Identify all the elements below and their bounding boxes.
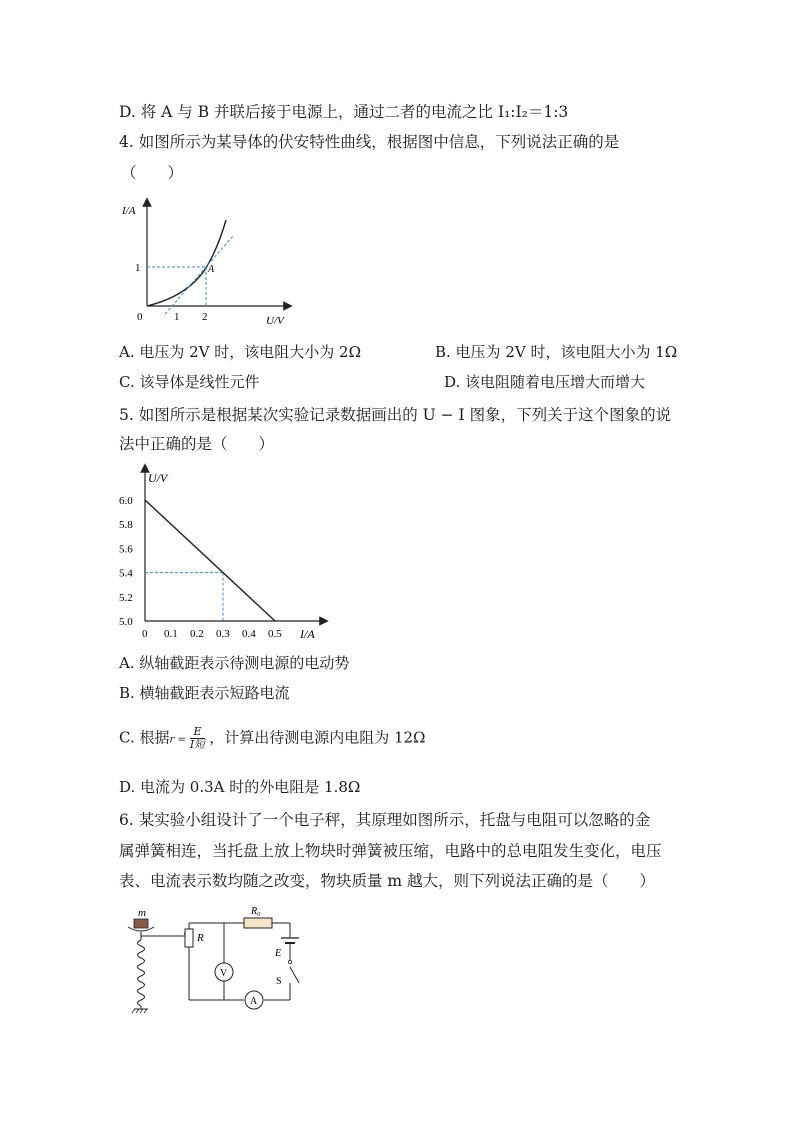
- q5-option-d: D. 电流为 0.3A 时的外电阻是 1.8Ω: [119, 778, 361, 796]
- q5-option-b: B. 横轴截距表示短路电流: [119, 684, 290, 702]
- q5-xtick-label: 0.5: [268, 628, 282, 640]
- q4-option-a: A. 电压为 2V 时，该电阻大小为 2Ω: [119, 343, 362, 361]
- q6-emf-label: E: [275, 948, 282, 959]
- q5-ytick-label: 5.8: [119, 519, 133, 532]
- q5-ytick-label: 5.6: [119, 543, 133, 556]
- q5-option-c-suffix: ，计算出待测电源内电阻为 12Ω: [209, 728, 426, 747]
- q3-option-d: D. 将 A 与 B 并联后接于电源上，通过二者的电流之比 I₁:I₂＝1:3: [119, 103, 569, 121]
- q4-stem: 4. 如图所示为某导体的伏安特性曲线，根据图中信息，下列说法正确的是: [119, 133, 620, 151]
- q6-stem-line2: 属弹簧相连，当托盘上放上物块时弹簧被压缩，电路中的总电阻发生变化，电压: [119, 842, 662, 860]
- q5-stem-line2: 法中正确的是（ ）: [119, 435, 275, 453]
- q5-formula-num: E: [190, 726, 205, 739]
- q6-voltmeter-label: V: [220, 968, 228, 979]
- q5-xtick-label: 0.2: [190, 628, 204, 640]
- q5-xlabel: I/A: [300, 627, 315, 641]
- q5-series-line: [145, 500, 275, 621]
- q6-rheostat-R: [185, 929, 193, 947]
- q4-ytick-1: 1: [135, 262, 141, 274]
- q5-ytick-label: 5.0: [119, 616, 133, 628]
- q5-formula-fraction: [190, 726, 205, 751]
- q5-xtick-label: 0.3: [216, 628, 230, 640]
- q6-mass-label: m: [138, 907, 146, 919]
- q5-option-c-prefix: C. 根据: [119, 728, 170, 747]
- q6-switch-label: S: [276, 976, 282, 987]
- q5-xtick-label: 0.1: [164, 628, 178, 640]
- q6-R-label: R: [197, 932, 204, 944]
- q6-R0-label: R₀: [251, 906, 261, 917]
- q6-circuit-figure: [118, 905, 318, 1015]
- q6-switch-contact: [288, 960, 291, 963]
- q4-iv-figure: [118, 196, 298, 336]
- q4-xlabel: U/V: [266, 315, 284, 327]
- q4-xtick-2: 2: [202, 311, 208, 323]
- q4-option-c: C. 该导体是线性元件: [119, 373, 260, 391]
- q5-option-c: [119, 726, 425, 752]
- q5-xtick-label: 0: [142, 628, 148, 640]
- q5-formula-den: I短: [189, 738, 206, 751]
- q4-curve: [147, 220, 226, 306]
- q4-answer-paren: （ ）: [121, 164, 184, 182]
- q4-ylabel: I/A: [122, 205, 136, 217]
- q5-ui-chart: [116, 462, 331, 642]
- q6-stem-line1: 6. 某实验小组设计了一个电子秤，其原理如图所示，托盘与电阻可以忽略的金: [119, 811, 651, 829]
- q6-switch: [290, 967, 299, 983]
- q6-stem-line3: 表、电流表示数均随之改变，物块质量 m 越大，则下列说法正确的是（ ）: [119, 872, 656, 890]
- q6-ammeter-label: A: [250, 996, 258, 1007]
- q6-resistor-R0: [244, 918, 272, 928]
- q4-option-d: D. 该电阻随着电压增大而增大: [444, 373, 646, 391]
- q4-origin: 0: [137, 311, 143, 323]
- q6-spring: [138, 940, 145, 1006]
- q5-ytick-label: 6.0: [119, 495, 133, 507]
- q4-point-a: A: [208, 264, 215, 275]
- q5-xtick-label: 0.4: [242, 628, 256, 640]
- q5-formula-left: r =: [169, 734, 186, 746]
- q5-ylabel: U/V: [148, 471, 168, 485]
- q4-xtick-1: 1: [174, 311, 180, 323]
- q5-ytick-label: 5.4: [119, 567, 133, 580]
- q4-option-b: B. 电压为 2V 时，该电阻大小为 1Ω: [435, 343, 678, 361]
- q5-ytick-label: 5.2: [119, 591, 133, 604]
- q4-tangent-line: [165, 236, 233, 314]
- q5-stem-line1: 5. 如图所示是根据某次实验记录数据画出的 U − I 图象，下列关于这个图象的说: [119, 406, 672, 424]
- q6-mass-block: [134, 919, 148, 928]
- q5-option-a: A. 纵轴截距表示待测电源的电动势: [119, 654, 350, 672]
